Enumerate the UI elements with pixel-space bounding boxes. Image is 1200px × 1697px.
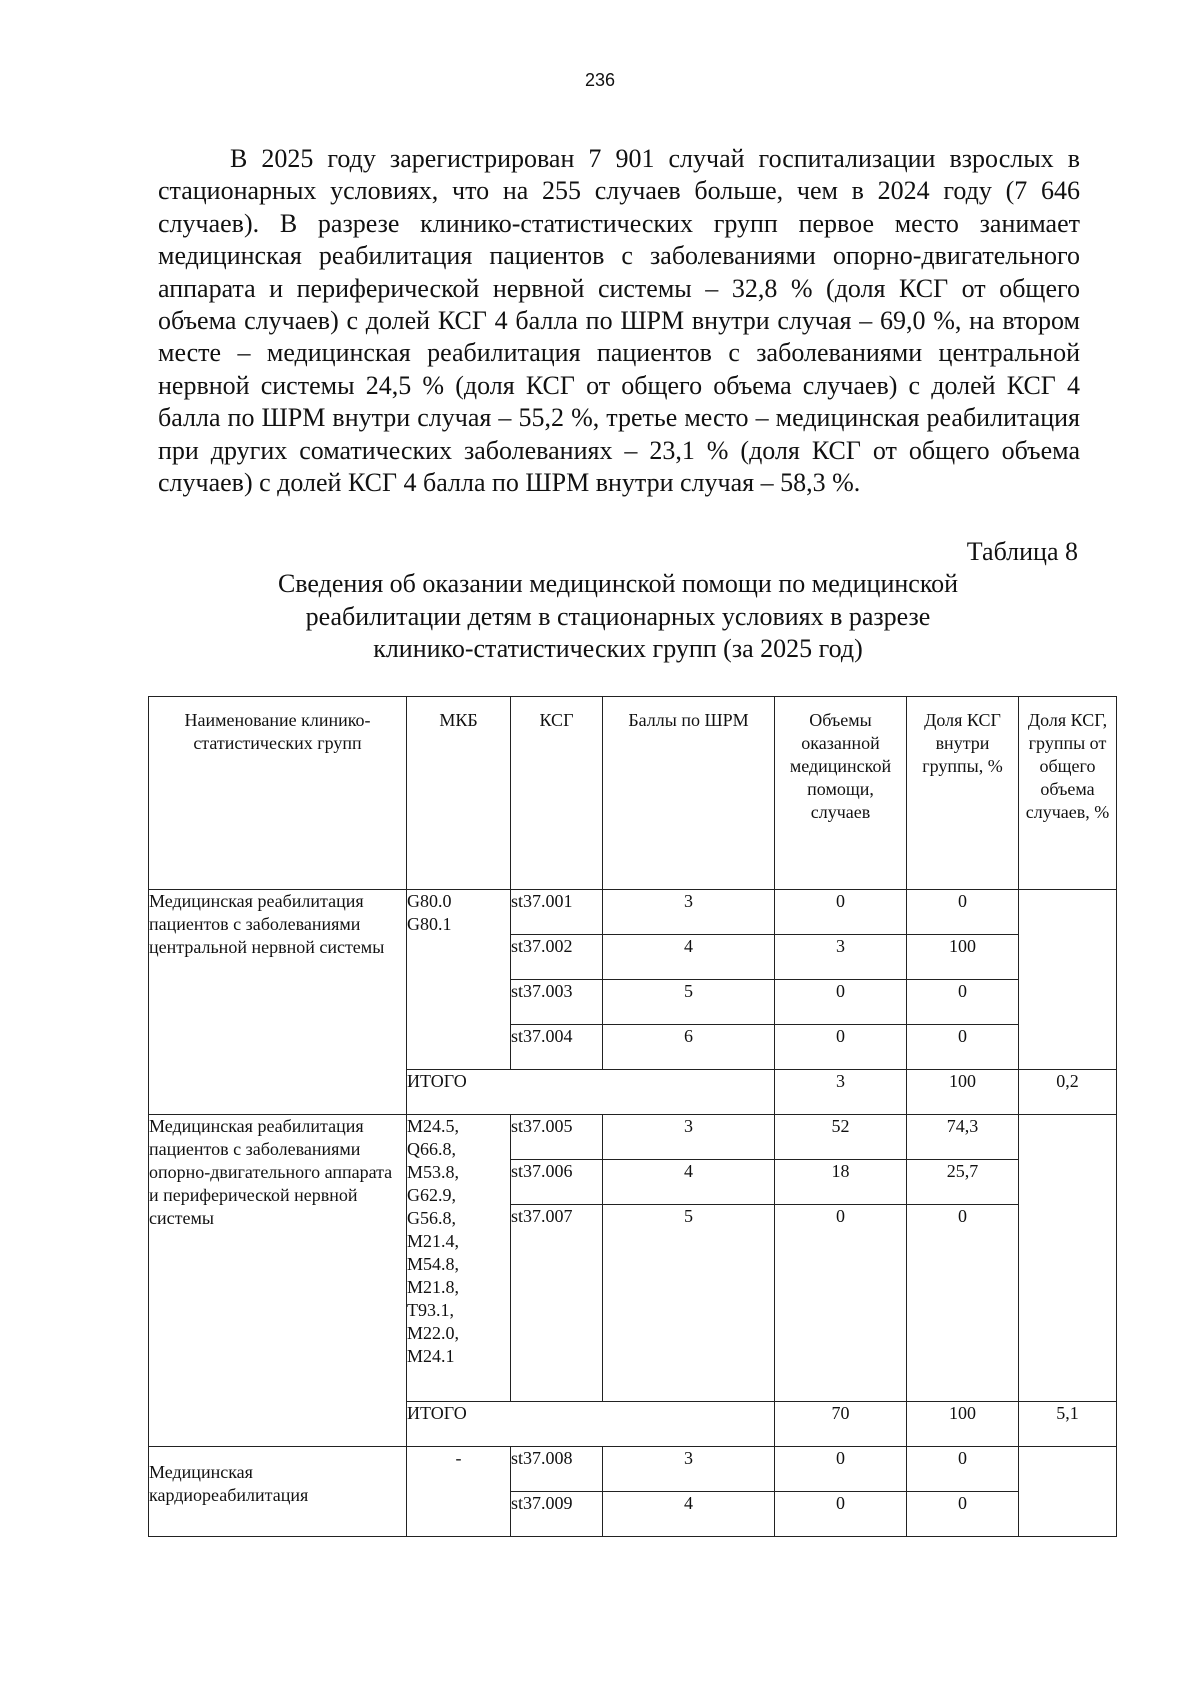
table-number: Таблица 8 (966, 537, 1078, 566)
mkb-code: G62.9, (407, 1185, 456, 1205)
share-value: 100 (907, 935, 1019, 980)
share-value: 0 (907, 1205, 1019, 1402)
table-row (149, 890, 1117, 935)
points-value: 4 (603, 1160, 775, 1205)
total-share: 100 (907, 1402, 1019, 1447)
mkb-code: Q66.8, (407, 1139, 456, 1159)
page-number: 236 (584, 70, 616, 90)
share-value: 0 (907, 1025, 1019, 1070)
mkb-code: M22.0, (407, 1323, 460, 1343)
share-value: 0 (907, 980, 1019, 1025)
points-value: 5 (603, 1205, 775, 1402)
mkb-code: M24.1 (407, 1346, 455, 1366)
table-title-line: клинико-статистических групп (за 2025 год) (373, 634, 863, 663)
group-mkb (407, 890, 511, 1070)
share-total-empty (1019, 1115, 1117, 1402)
volume-value: 0 (775, 1492, 907, 1537)
total-volume: 70 (775, 1402, 907, 1447)
paragraph: В 2025 году зарегистрирован 7 901 случай госпитализации взрослых в стационарных условиях, что на 255 случаев больше, чем в 2024 году (7 646 случаев). В разрезе клинико-статистических групп первое место занимает медицинская реабилитация пациентов с заболеваниями опорно-двигательного аппарата и периферической нервной системы – 32,8 % (доля КСГ от общего объема случаев) с долей КСГ 4 балла по ШРМ внутри случая – 69,0 %, на втором месте – медицинская реабилитация пациентов с заболеваниями центральной нервной системы 24,5 % (доля КСГ от общего объема случаев) с долей КСГ 4 балла по ШРМ внутри случая – 55,2 %, третье место – медицинская реабилитация при других соматических заболеваниях – 23,1 % (доля КСГ от общего объема случаев) с долей КСГ 4 балла по ШРМ внутри случая – 58,3 %. (158, 144, 1080, 498)
table-title-line: реабилитации детям в стационарных условиях в разрезе (305, 601, 931, 631)
total-share: 100 (907, 1070, 1019, 1115)
points-value: 4 (603, 1492, 775, 1537)
volume-value: 0 (775, 890, 907, 935)
mkb-code: G80.1 (407, 914, 452, 934)
ksg-code: st37.002 (511, 935, 603, 980)
header-share-total: Доля КСГ, группы от общего объема случаев, % (1019, 697, 1117, 890)
ksg-code: st37.003 (511, 980, 603, 1025)
ksg-code: st37.001 (511, 890, 603, 935)
points-value: 3 (603, 890, 775, 935)
total-label: ИТОГО (407, 1402, 775, 1447)
header-ksg: КСГ (511, 697, 603, 890)
table-row (149, 1115, 1117, 1160)
share-total-empty (1019, 890, 1117, 1070)
ksg-code: st37.006 (511, 1160, 603, 1205)
group-name: Медицинская реабилитация пациентов с заболеваниями центральной нервной системы (149, 890, 407, 1115)
mkb-code: M54.8, (407, 1254, 460, 1274)
points-value: 3 (603, 1115, 775, 1160)
header-mkb: МКБ (407, 697, 511, 890)
ksg-code: st37.008 (511, 1447, 603, 1492)
points-value: 3 (603, 1447, 775, 1492)
points-value: 5 (603, 980, 775, 1025)
mkb-code: G80.0 (407, 891, 452, 911)
header-volume: Объемы оказанной медицинской помощи, случаев (775, 697, 907, 890)
total-volume: 3 (775, 1070, 907, 1115)
group-name: Медицинская кардиореабилитация (149, 1447, 407, 1537)
ksg-code: st37.005 (511, 1115, 603, 1160)
points-value: 4 (603, 935, 775, 980)
group-name: Медицинская реабилитация пациентов с заболеваниями опорно-двигательного аппарата и периферической нервной системы (149, 1115, 407, 1447)
volume-value: 18 (775, 1160, 907, 1205)
header-share-in-group: Доля КСГ внутри группы, % (907, 697, 1019, 890)
share-value: 0 (907, 890, 1019, 935)
total-label: ИТОГО (407, 1070, 775, 1115)
body-text (158, 143, 1080, 499)
header-name: Наименование клинико-статистических групп (149, 697, 407, 890)
total-share-overall: 5,1 (1019, 1402, 1117, 1447)
volume-value: 0 (775, 1205, 907, 1402)
volume-value: 52 (775, 1115, 907, 1160)
points-value: 6 (603, 1025, 775, 1070)
ksg-code: st37.009 (511, 1492, 603, 1537)
ksg-code: st37.007 (511, 1205, 603, 1402)
ksg-code: st37.004 (511, 1025, 603, 1070)
mkb-code: T93.1, (407, 1300, 454, 1320)
header-points: Баллы по ШРМ (603, 697, 775, 890)
volume-value: 0 (775, 980, 907, 1025)
volume-value: 3 (775, 935, 907, 980)
share-value: 25,7 (907, 1160, 1019, 1205)
table-title-line: Сведения об оказании медицинской помощи по медицинской (277, 569, 959, 598)
table-row (149, 1447, 1117, 1492)
mkb-code: M21.8, (407, 1277, 460, 1297)
share-value: 0 (907, 1447, 1019, 1492)
total-share-overall: 0,2 (1019, 1070, 1117, 1115)
share-value: 74,3 (907, 1115, 1019, 1160)
header-row (149, 697, 1117, 890)
mkb-code: M21.4, (407, 1231, 460, 1251)
share-value: 0 (907, 1492, 1019, 1537)
group-mkb: - (407, 1447, 511, 1537)
share-total-empty (1019, 1447, 1117, 1537)
volume-value: 0 (775, 1447, 907, 1492)
mkb-code: M24.5, (407, 1116, 460, 1136)
mkb-code: G56.8, (407, 1208, 456, 1228)
rehab-table (148, 696, 1117, 1537)
volume-value: 0 (775, 1025, 907, 1070)
mkb-code: M53.8, (407, 1162, 460, 1182)
group-mkb (407, 1115, 511, 1402)
table-title (158, 568, 1078, 666)
